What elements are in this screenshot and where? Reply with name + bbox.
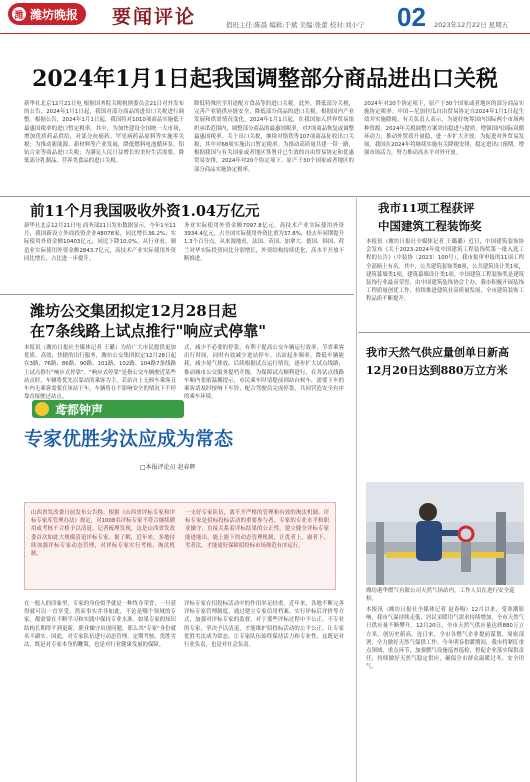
renovation-title-line-1: 我市11项工程获评 [378,201,475,215]
main-headline: 2024年1月1日起我国调整部分商品进出口关税 [32,66,498,92]
column-banner [32,400,184,418]
issue-date: 2023年12月22日 星期五 [434,21,509,29]
renovation-body: 本报讯（潍坊日报社全媒体记者 王璐璐）近日，中国建筑装饰协会发布《关于2023-2024年度中国建筑工程装饰奖第一批入选工程的公告》（中装协〔2023〕100号），我市报审申报的11项工程全部榜上有名。其中，公共建筑装饰类8项，公共建筑设计类1项，建筑幕墙类1项，建筑幕墙设计类1项。中国建筑工程装饰奖是建筑装饰行业最高荣誉，由中国建筑装饰协会主办。我市积极开展装饰工程质量创优工作，持续推进建筑业高质量发展，全市建筑装饰工程品质不断提升。 [366,239,524,303]
bus-title-line-2: 在7条线路上试点推行"响应式停靠" [30,322,267,340]
masthead [0,0,530,34]
logo-icon: 潍 [12,7,26,21]
gas-body: 本报讯（潍坊日报社全媒体记者 赵春梅）12月以来，受寒潮影响，我市气温持续走低，居民采暖用气需求持续增加，全市天然气日供应量不断攀升。12月20日，全市天然气供应量达到880万立方米，创历史新高。连日来，全市各燃气企业提前谋划、周密部署，全力做好天然气保供工作。今冬明春供暖期间，我市将紧盯重点领域、重点环节，加强燃气设施巡查巡检，督促企业落实保供责任，持续做好天然气稳定供应，确保全市群众温暖过冬、安全用气。 [366,607,524,671]
gas-station-photo [366,482,524,585]
divider [358,332,530,333]
logo-text: 潍坊晚报 [30,7,79,22]
bus-col-2: 式，减少不必要的停靠，有利于提高公交车辆运行效率，节省乘客出行时间，同时有效减少进站停车、出站起步频率，降低车辆能耗，减少尾气排放。后续根据试点运行情况，逐步扩大试点线路，推动城市公交服务提档升级。为保障试点顺利进行，在各试点线路车厢内张贴温馨提示，市民乘车时请提前到站台候车，需要下车的乘客请及时按响下车铃，配合驾驶员完成停靠，共同营造安全有序的乘车环境。 [184,345,344,401]
divider [0,294,354,295]
gas-station-image [366,482,524,585]
foreign-trade-title: 前11个月我国吸收外资1.04万亿元 [30,203,260,220]
newspaper-logo [8,3,86,25]
photo-caption: 潍坊港华燃气有限公司天然气场站内，工作人员在进行安全巡检。 [366,588,515,602]
quote-col-2: 一支好专家队伍，离不开严格的管理和有效的淘汰机制。评标专家是招标投标活动的重要参与者，专家的专业水平和职业操守，直接关系着评标结果的公正性。建立健全评标专家能进能出、能上能下的动态管理机制，让优者上、庸者下、劣者汰，才能更好保障招投标市场规范有序运行。 [185,510,329,549]
column-banner-text: 鸢都钟声 [55,402,104,417]
divider [0,196,530,197]
quote-box [24,502,336,590]
foreign-trade-col-2: 务业实际使用外资金额7097.8亿元。高技术产业实际使用外资3934.4亿元，占全国实际使用外资比重为37.8%，较去年同期提升1.3个百分点。从来源地看，法国、英国、加拿大、德国、韩国、荷兰对华实际投资同比分别增长，外资结构持续优化，高水平开放不断推进。 [184,223,344,262]
lead-col-1: 新华社北京12月21日电 根据国务院关税税则委员会21日对外发布的公告，2024年1月1日起，我国对部分商品的进出口关税进行调整。根据公告，2024年1月1日起，我国将对1010项商品实施低于最惠国税率的进口暂定税率。其中，为加快建设全国统一大市场，增加优质药品供给，对部分抗癌药、罕见病药品原料等实施零关税；为推动新能源、新材料等产业发展，降低燃料电池循环泵、铝钪合金等商品进口关税；为满足人民日益增长的美好生活需要，降低部分乳制品、营养类食品的进口关税。 [24,101,184,165]
bus-title-line-1: 潍坊公交集团拟定12月28日起 [30,302,237,320]
foreign-trade-col-1: 新华社北京12月21日电 商务部21日发布数据显示，今年1至11月，我国新设立外商投资企业48078家，同比增长36.2%；实际使用外资金额10403亿元，同比下降10.0%。从行业看，制造业实际使用外资金额2843.7亿元，高技术产业实际使用外资同比增长，占比进一步提升。 [24,223,176,262]
column-divider [356,198,357,782]
bell-icon [35,402,49,416]
commentary-col-2: 评标专家在招投标活动中的作用举足轻重。近年来，各地不断完善评标专家管理制度，通过建立专家信用档案、实行评标后评价等方式，加强对评标专家的监督。对于那些评标过程中不公正、不专业的专家，坚决予以清退，才能维护招投标活动的公平公正。让专家优胜劣汰成为常态，让专家队伍始终保持活力和专业性，这既是对行业负责，也是对社会负责。 [184,601,344,649]
lead-col-2: 降低特殊医学用途配方食品等的进口关税。此外，降低部分关税，完善产业链供应链安全，降低部分商品的进口关税。根据国内产业发展和供需情况变化，2024年1月1日起，在我国加入世界贸易组织承诺范围内，调整部分商品的最惠国税率，对7项商品恢复或调整最惠国税率。关于出口关税，继续对铬铁等107项商品征收出口关税，其中对68项实施出口暂定税率。为推动高质量共建一带一路，根据我国与有关国家或者地区签署并已生效的自由贸易协定和优惠贸易安排，2024年对20个协定项下、原产于30个国家或者地区的部分商品实施协定税率。 [194,101,354,173]
commentary-col-1: 在一般人的印象里，专家的身份似乎就是一种终身荣誉，一旦获得就可以一直享受。然而事实并非如此，不论是哪个领域的专家，都需要在不断学习和实践中保持专业水准。如果专家的知识结构长期得不到更新，职业操守出现问题，那么其"专家"身份就名不副实。因此，对专家队伍进行动态管理，定期考核、优胜劣汰，既是对专家本身的鞭策，也是对行业健康发展的保障。 [24,601,176,649]
gas-title-line-1: 我市天然气供应量创单日新高 [366,346,509,359]
lead-col-3: 2024年对20个协定项下，原产于30个国家或者地区的部分商品实施协定税率。中国—尼加拉瓜自由贸易协定自2024年1月1日起生效并实施降税。有关负责人表示，为更好统筹国内国际两个市场两种资源，2024年关税调整方案突出稳进与提质，增强国内国际双循环动力，推动外贸质升量稳，进一步扩大开放。为促进对外贸易发展，我国在2024年将继续实施有关降税安排，稳定进出口预期，增强市场活力，努力推动高水平对外开放。 [364,101,524,157]
commentary-byline: □本报评论员 赵春晖 [140,464,196,471]
gas-title-line-2: 12月20日达到880万立方米 [366,364,508,377]
section-title: 要闻评论 [112,6,197,28]
bus-col-1: 本报讯（潍坊日报社全媒体记者 王璐）为给广大市民提供更加优质、高效、快捷的出行服务，潍坊公交集团拟定12月28日起在3路、76路、86路、90路、101路、102路、104路7条线路上试点推行"响应式停靠"。"响应式停靠"是指公交车辆驶近某些站点时，车辆将优先以靠站的乘客为主，若站台上无候车乘客且车内无乘客需要在该站下车，车辆将在不影响安全的情况下不停靠直接驶过站点。 [24,345,176,401]
commentary-title: 专家优胜劣汰应成为常态 [24,428,234,450]
editor-credits: 值班主任:陈晨 编辑:于斌 美编:张蕾 校对:刘小宁 [226,21,365,29]
page-number: 02 [397,2,426,32]
renovation-title-line-2: 中国建筑工程装饰奖 [378,219,482,233]
quote-col-1: 山西省发改委日前发布公告称，根据《山西省评标专家和评标专家库管理办法》规定，对1008名评标专家不符合继续聘用或考核不合格予以清退。记者梳理发现，这是山西省发改委首次如此大规模清退评标专家。据了解，近年来，多地持续加强评标专家动态管理，对评标专家实行考核、淘汰机制。 [31,510,175,558]
